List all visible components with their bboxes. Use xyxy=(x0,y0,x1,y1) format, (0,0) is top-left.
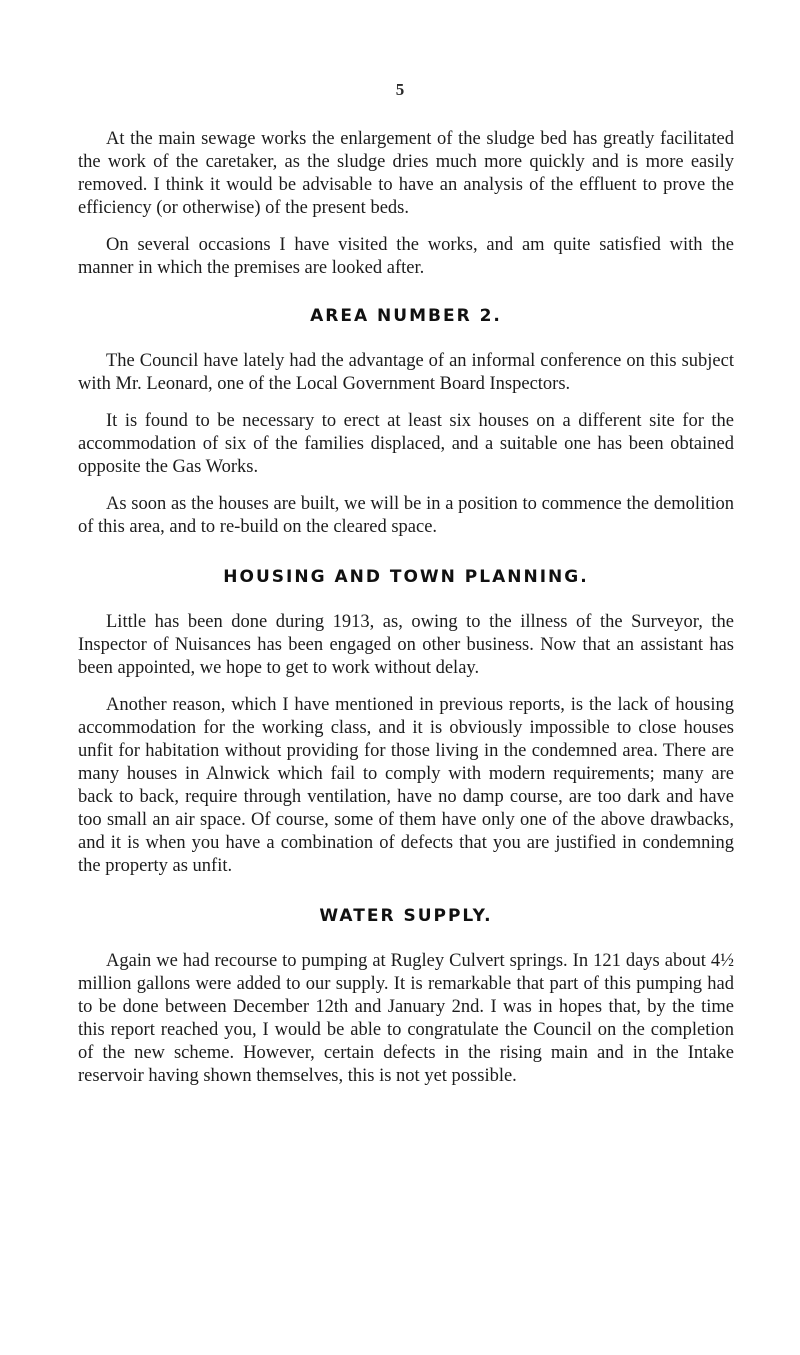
section-heading: WATER SUPPLY. xyxy=(319,906,493,926)
body-paragraph: Little has been done during 1913, as, owing to the illness of the Surveyor, the Inspector of Nuisances has been engaged on other business. Now that an assistant has been appointed, we hope to get to work without delay. xyxy=(78,612,734,678)
body-paragraph: On several occasions I have visited the works, and am quite satisfied with the manner in which the premises are looked after. xyxy=(78,235,734,278)
section-heading: HOUSING AND TOWN PLANNING. xyxy=(223,567,589,587)
section-heading: AREA NUMBER 2. xyxy=(310,306,502,326)
document-body xyxy=(78,128,734,1102)
body-paragraph: At the main sewage works the enlargement of the sludge bed has greatly facilitated the work of the caretaker, as the sludge dries much more quickly and is more easily removed. I think it would be advisable to have an analysis of the effluent to prove the efficiency (or otherwise) of the present beds. xyxy=(78,129,734,218)
page-number: 5 xyxy=(395,80,405,99)
body-paragraph: Again we had recourse to pumping at Rugley Culvert springs. In 121 days about 4½ million gallons were added to our supply. It is remarkable that part of this pumping had to be done between December 12th and January 2nd. I was in hopes that, by the time this report reached you, I would be able to congratulate the Council on the completion of the new scheme. However, certain defects in the rising main and in the Intake reservoir having shown themselves, this is not yet possible. xyxy=(78,951,734,1086)
body-paragraph: It is found to be necessary to erect at least six houses on a different site for the accommodation of six of the families displaced, and a suitable one has been obtained opposite the Gas Works. xyxy=(78,411,734,477)
body-paragraph: The Council have lately had the advantage of an informal conference on this subject with Mr. Leonard, one of the Local Government Board Inspectors. xyxy=(78,351,734,394)
body-paragraph: As soon as the houses are built, we will be in a position to commence the demolition of this area, and to re-build on the cleared space. xyxy=(78,494,734,537)
body-paragraph: Another reason, which I have mentioned in previous reports, is the lack of housing accommodation for the working class, and it is obviously impossible to close houses unfit for habitation without providing for those living in the condemned area. There are many houses in Alnwick which fail to comply with modern requirements; many are back to back, require through ventilation, have no damp course, are too dark and have too small an air space. Of course, some of them have only one of the above drawbacks, and it is when you have a combination of defects that you are justified in condemning the property as unfit. xyxy=(78,695,734,876)
